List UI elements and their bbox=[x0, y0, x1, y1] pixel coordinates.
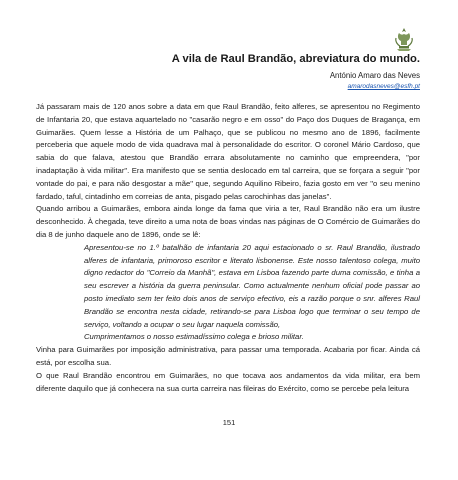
page-number: 151 bbox=[222, 418, 236, 427]
paragraph-3: Vinha para Guimarães por imposição administrativa, para passar uma temporada. Acabaria por ficar. Ainda cá está, por escolha sua. bbox=[36, 345, 420, 367]
paragraph-1: Já passaram mais de 120 anos sobre a data em que Raul Brandão, feito alferes, se apresentou no Regimento de Infantaria 20, que estava aquartelado no "casarão negro e em osso" do Paço dos Duques de Bragança, em Guimarães. Quem lesse a História de um Palhaço, que se publicou no mesmo ano de 1896, facilmente perceberia que aquele modo de vida quadrava mal à personalidade do escritor. O coronel Mário Cardoso, que sabia do que falava, atestou que Brandão errara absolutamente no caminho que empreendera, "por inadaptação à vida militar". Era manifesto que se sentia deslocado em tal carreira, que se forçara a seguir "por vontade do pai, e para não desgostar a mãe" que, segundo Aquilino Ribeiro, fazia gosto em ver "o seu menino fardado, taful, cintadinho em correias de anta, pisgado pelas carochinhas das janelas". bbox=[36, 102, 420, 201]
paragraph-4: O que Raul Brandão encontrou em Guimarães, no que tocava aos andamentos da vida militar, era bem diferente daquilo que já conhecera na sua curta carreira nas fileiras do Exército, como se percebe pela leitura bbox=[36, 370, 420, 393]
author-name: António Amaro das Neves bbox=[329, 71, 420, 80]
crest-emblem-icon bbox=[393, 26, 415, 52]
author-email-link[interactable]: amarodasneves@esfh.pt bbox=[347, 83, 420, 90]
article-body bbox=[36, 101, 420, 395]
block-quote-closing: Cumprimentamos o nosso estimadíssimo colega e brioso militar. bbox=[84, 332, 304, 342]
block-quote: Apresentou-se no 1.º batalhão de infantaria 20 aqui estacionado o sr. Raul Brandão, ilustrado alferes de infantaria, primoroso escritor e literato lisbonense. Este nosso talentoso colega, muito digno redactor do "Correio da Manhã", estava em Lisboa fazendo parte duma comissão, e tinha a seu escrever a história da guerra peninsular. Como actualmente nenhum oficial pode passar ao posto imediato sem ter feito dois anos de serviço efectivo, eis a razão porque o snr. alferes Raul Brandão se encontra nesta cidade, retirando-se para Lisboa logo que terminar o seu tempo de serviço, voltando a ocupar o seu lugar naquela comissão, bbox=[84, 242, 420, 329]
paragraph-2: Quando arribou a Guimarães, embora ainda longe da fama que viria a ter, Raul Brandão não era um ilustre desconhecido. À chegada, teve direito a uma nota de boas vindas nas páginas de O Comércio de Guimarães do dia 8 de junho daquele ano de 1896, onde se lê: bbox=[36, 204, 420, 239]
article-title: A vila de Raul Brandão, abreviatura do mundo. bbox=[171, 53, 420, 65]
